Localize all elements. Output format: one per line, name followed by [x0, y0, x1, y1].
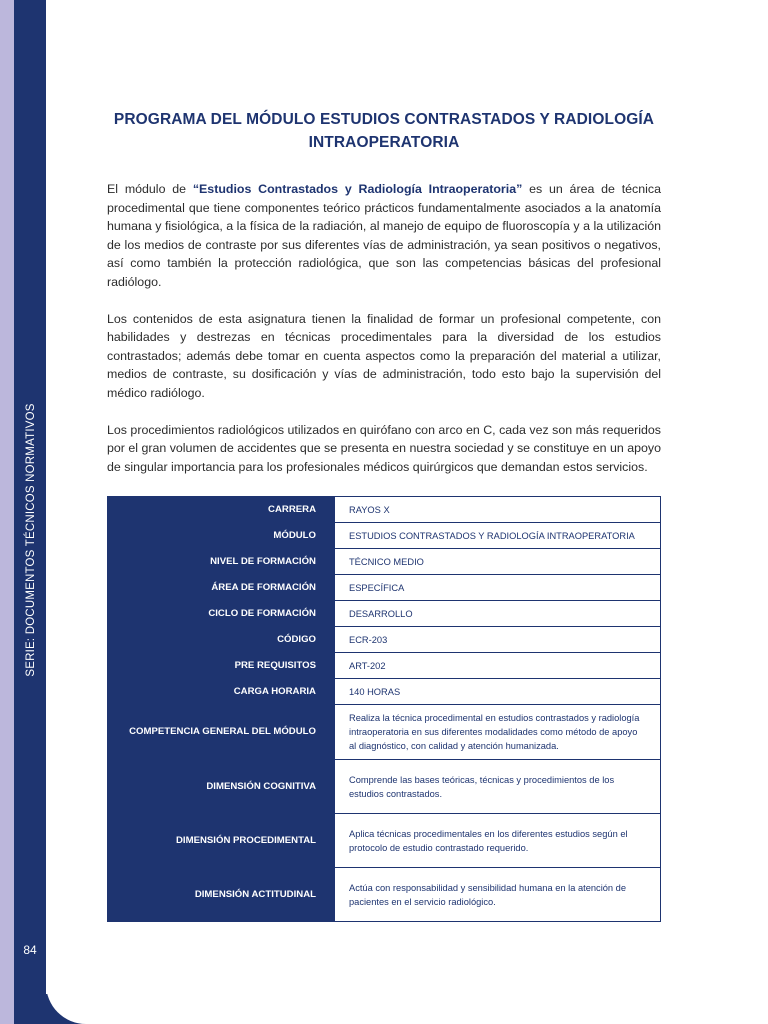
- table-row: [108, 868, 661, 922]
- procedures-paragraph: Los procedimientos radiológicos utilizados en quirófano con arco en C, cada vez son más requeridos por el gran volumen de accidentes que se presenta en nuestra sociedad y se constituye en un apoyo de singular importancia para los profesionales médicos quirúrgicos que demandan estos servicios.: [107, 422, 661, 474]
- module-info-table: [107, 496, 661, 922]
- row-value: TÉCNICO MEDIO: [335, 549, 661, 575]
- intro-paragraph: [107, 180, 661, 292]
- table-row: [108, 627, 661, 653]
- table-row: [108, 705, 661, 760]
- row-label: COMPETENCIA GENERAL DEL MÓDULO: [108, 705, 335, 760]
- table-row: [108, 497, 661, 523]
- module-name-emphasis: “Estudios Contrastados y Radiología Intraoperatoria”: [192, 182, 523, 196]
- table-row: [108, 601, 661, 627]
- row-label: ÁREA DE FORMACIÓN: [108, 575, 335, 601]
- page-corner-curve: [46, 944, 126, 1024]
- row-value: DESARROLLO: [335, 601, 661, 627]
- table-row: [108, 814, 661, 868]
- row-value: Comprende las bases teóricas, técnicas y procedimientos de los estudios contrastados.: [335, 760, 661, 814]
- row-value: ESPECÍFICA: [335, 575, 661, 601]
- row-value: ECR-203: [335, 627, 661, 653]
- lavender-edge-strip: [0, 0, 14, 1024]
- row-value: 140 HORAS: [335, 679, 661, 705]
- row-label: CARGA HORARIA: [108, 679, 335, 705]
- page-title: PROGRAMA DEL MÓDULO ESTUDIOS CONTRASTADOS Y RADIOLOGÍA INTRAOPERATORIA: [113, 111, 655, 151]
- table-row: [108, 760, 661, 814]
- row-label: MÓDULO: [108, 523, 335, 549]
- row-label: CÓDIGO: [108, 627, 335, 653]
- row-label: DIMENSIÓN ACTITUDINAL: [108, 868, 335, 922]
- row-label: NIVEL DE FORMACIÓN: [108, 549, 335, 575]
- row-value: Realiza la técnica procedimental en estudios contrastados y radiología intraoperatoria en sus diferentes modalidades como método de apoyo al diagnóstico, con calidad y atención humanizada.: [335, 705, 661, 760]
- row-value: ESTUDIOS CONTRASTADOS Y RADIOLOGÍA INTRAOPERATORIA: [335, 523, 661, 549]
- table-row: [108, 575, 661, 601]
- row-label: DIMENSIÓN PROCEDIMENTAL: [108, 814, 335, 868]
- contents-paragraph: Los contenidos de esta asignatura tienen la finalidad de formar un profesional competente, con habilidades y destrezas en técnicas procedimentales para la diversidad de los estudios contrastados; además debe tomar en cuenta aspectos como la preparación del material a utilizar, medios de contraste, su dosificación y vías de administración, todo esto bajo la supervisión del médico radiólogo.: [107, 311, 661, 400]
- page-number: 84: [23, 943, 37, 957]
- row-label: CARRERA: [108, 497, 335, 523]
- series-label: SERIE: DOCUMENTOS TÉCNICOS NORMATIVOS: [25, 403, 37, 677]
- row-label: DIMENSIÓN COGNITIVA: [108, 760, 335, 814]
- row-value: RAYOS X: [335, 497, 661, 523]
- row-value: Actúa con responsabilidad y sensibilidad humana en la atención de pacientes en el servicio radiológico.: [335, 868, 661, 922]
- main-content: [107, 108, 661, 922]
- table-row: [108, 653, 661, 679]
- row-label: CICLO DE FORMACIÓN: [108, 601, 335, 627]
- row-label: PRE REQUISITOS: [108, 653, 335, 679]
- table-row: [108, 523, 661, 549]
- row-value: ART-202: [335, 653, 661, 679]
- table-row: [108, 549, 661, 575]
- row-value: Aplica técnicas procedimentales en los diferentes estudios según el protocolo de estudio contrastado requerido.: [335, 814, 661, 868]
- paragraph-suffix: es un área de técnica procedimental que tiene componentes teórico prácticos fundamentalmente asociados a la anatomía humana y fisiológica, a la física de la radiación, al manejo de equipo de fluoroscopía y a la utilización de los medios de contraste por sus diferentes vías de administración, ya sean positivos o negativos, así como también la protección radiológica, que son las competencias básicas del profesional radiólogo.: [107, 182, 661, 289]
- table-row: [108, 679, 661, 705]
- paragraph-prefix: El módulo de: [107, 182, 193, 196]
